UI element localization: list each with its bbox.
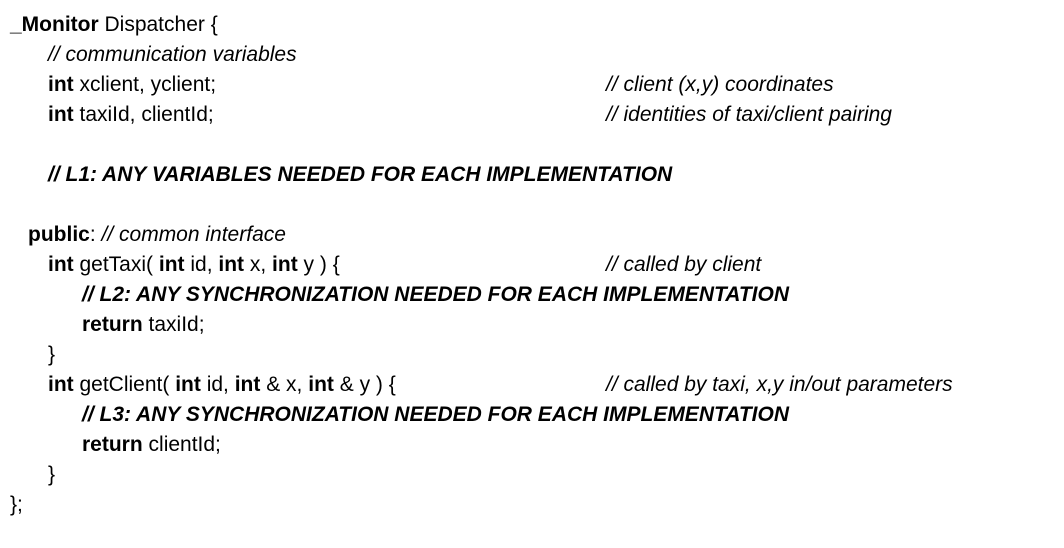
code-line bbox=[10, 10, 1064, 40]
code-token: int bbox=[308, 373, 334, 396]
code-line bbox=[10, 280, 1064, 310]
code-text bbox=[82, 310, 205, 340]
code-token: & x, bbox=[260, 373, 309, 396]
code-token: & y ) { bbox=[333, 373, 396, 396]
code-line bbox=[10, 460, 1064, 490]
code-token: int bbox=[48, 103, 74, 126]
code-line bbox=[10, 160, 1064, 190]
code-token: return bbox=[82, 433, 143, 456]
code-text bbox=[82, 400, 789, 430]
code-token: int bbox=[48, 253, 74, 276]
trailing-comment: // called by client bbox=[606, 253, 762, 276]
code-token: taxiId; bbox=[142, 313, 205, 336]
code-token: xclient, yclient; bbox=[73, 73, 217, 96]
code-text bbox=[48, 40, 297, 70]
code-token: int bbox=[48, 373, 74, 396]
code-token: int bbox=[272, 253, 298, 276]
code-token: public bbox=[28, 223, 90, 246]
code-token: getTaxi( bbox=[73, 253, 159, 276]
code-token: int bbox=[158, 253, 185, 276]
code-text bbox=[10, 490, 23, 520]
code-token: // communication variables bbox=[48, 43, 297, 66]
code-token: : bbox=[89, 223, 102, 246]
code-line bbox=[10, 490, 1064, 520]
code-token: id, bbox=[200, 373, 235, 396]
code-token: int bbox=[175, 373, 201, 396]
code-token: _Monitor bbox=[10, 13, 99, 36]
code-text bbox=[28, 220, 286, 250]
code-token: int bbox=[48, 73, 74, 96]
code-line bbox=[10, 130, 1064, 160]
code-text bbox=[10, 10, 218, 40]
code-token: clientId; bbox=[142, 433, 221, 456]
code-line bbox=[10, 250, 1064, 280]
code-line bbox=[10, 310, 1064, 340]
code-token: return bbox=[82, 313, 143, 336]
code-token: // common interface bbox=[101, 223, 286, 246]
code-token: // L3: ANY SYNCHRONIZATION NEEDED FOR EACH IMPLEMENTATION bbox=[82, 403, 790, 426]
code-line bbox=[10, 40, 1064, 70]
code-token: }; bbox=[10, 493, 23, 516]
code-line bbox=[10, 220, 1064, 250]
code-line bbox=[10, 70, 1064, 100]
code-line bbox=[10, 190, 1064, 220]
trailing-comment: // identities of taxi/client pairing bbox=[606, 103, 892, 126]
code-text bbox=[48, 370, 396, 400]
trailing-comment: // client (x,y) coordinates bbox=[606, 73, 834, 96]
code-line bbox=[10, 370, 1064, 400]
code-line bbox=[10, 340, 1064, 370]
code-token: // L1: ANY VARIABLES NEEDED FOR EACH IMPLEMENTATION bbox=[48, 163, 673, 186]
code-text bbox=[48, 100, 214, 130]
code-text bbox=[48, 70, 216, 100]
code-line bbox=[10, 430, 1064, 460]
code-text bbox=[82, 280, 789, 310]
code-token: taxiId, clientId; bbox=[73, 103, 214, 126]
code-token: int bbox=[234, 373, 261, 396]
code-text bbox=[48, 160, 672, 190]
code-token: } bbox=[48, 463, 56, 486]
code-text bbox=[48, 250, 340, 280]
code-token: Dispatcher { bbox=[98, 13, 218, 36]
code-text bbox=[48, 460, 55, 490]
code-token: x, bbox=[244, 253, 273, 276]
code-text bbox=[48, 340, 55, 370]
code-text bbox=[82, 430, 221, 460]
trailing-comment: // called by taxi, x,y in/out parameters bbox=[606, 373, 953, 396]
code-line bbox=[10, 400, 1064, 430]
code-token: id, bbox=[184, 253, 219, 276]
code-line bbox=[10, 100, 1064, 130]
code-token: y ) { bbox=[297, 253, 340, 276]
code-token: getClient( bbox=[73, 373, 176, 396]
code-token: // L2: ANY SYNCHRONIZATION NEEDED FOR EACH IMPLEMENTATION bbox=[82, 283, 790, 306]
code-token: } bbox=[48, 343, 56, 366]
code-token: int bbox=[218, 253, 245, 276]
